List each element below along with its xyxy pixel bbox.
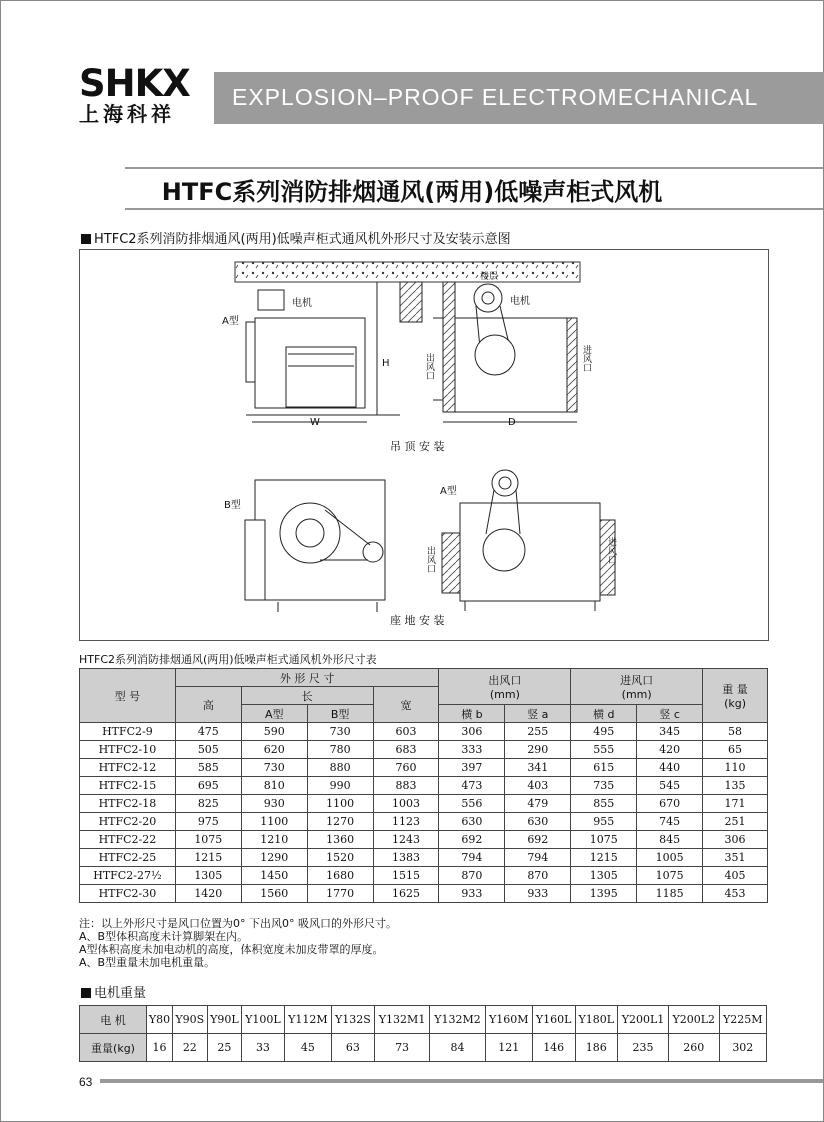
motor-weight-cell: 25 — [207, 1034, 241, 1062]
value-cell: 1450 — [241, 867, 307, 885]
header-type-b: B型 — [307, 705, 373, 723]
value-cell: 1420 — [175, 885, 241, 903]
diagram-section-title: HTFC2系列消防排烟通风(两用)低噪声柜式通风机外形尺寸及安装示意图 — [81, 228, 511, 247]
value-cell: 397 — [439, 759, 505, 777]
value-cell: 1383 — [373, 849, 439, 867]
table-row — [80, 867, 768, 885]
value-cell: 955 — [571, 813, 637, 831]
notes — [79, 917, 397, 969]
value-cell: 1520 — [307, 849, 373, 867]
header-d: 横 d — [571, 705, 637, 723]
value-cell: 1210 — [241, 831, 307, 849]
motor-weight-cell: 186 — [575, 1034, 618, 1062]
header-inlet: 进风口 (mm) — [571, 669, 703, 705]
page-number: 63 — [79, 1075, 93, 1089]
header-banner — [214, 72, 824, 124]
value-cell: 290 — [505, 741, 571, 759]
label-outlet-bottom: 出风口 — [425, 546, 435, 573]
value-cell: 351 — [703, 849, 768, 867]
logo-cn: 上海科祥 — [79, 102, 175, 126]
motor-weight-cell: 121 — [485, 1034, 532, 1062]
label-h: H — [382, 358, 390, 369]
motor-model-cell: Y112M — [284, 1006, 331, 1034]
motor-model-cell: Y225M — [719, 1006, 766, 1034]
value-cell: 794 — [505, 849, 571, 867]
value-cell: 975 — [175, 813, 241, 831]
label-motor-right: 电机 — [510, 296, 530, 307]
value-cell: 1770 — [307, 885, 373, 903]
motor-model-cell: Y180L — [575, 1006, 618, 1034]
value-cell: 555 — [571, 741, 637, 759]
table-row — [80, 795, 768, 813]
motor-section-title: 电机重量 — [81, 982, 146, 1001]
table-row — [80, 723, 768, 741]
value-cell: 880 — [307, 759, 373, 777]
value-cell: 630 — [439, 813, 505, 831]
label-floor-slab: 楼层 — [480, 272, 499, 282]
value-cell: 505 — [175, 741, 241, 759]
value-cell: 333 — [439, 741, 505, 759]
value-cell: 603 — [373, 723, 439, 741]
model-cell: HTFC2-10 — [80, 741, 176, 759]
motor-weight-cell: 63 — [331, 1034, 374, 1062]
note-2: A、B型体积高度未计算脚架在内。 — [79, 930, 249, 943]
motor-weight-cell: 73 — [374, 1034, 429, 1062]
value-cell: 1243 — [373, 831, 439, 849]
value-cell: 65 — [703, 741, 768, 759]
motor-model-cell: Y160L — [532, 1006, 575, 1034]
table-row — [80, 741, 768, 759]
value-cell: 590 — [241, 723, 307, 741]
value-cell: 825 — [175, 795, 241, 813]
table-row — [80, 759, 768, 777]
value-cell: 780 — [307, 741, 373, 759]
label-inlet-top: 进风口 — [581, 345, 591, 372]
table-row — [80, 849, 768, 867]
value-cell: 615 — [571, 759, 637, 777]
label-type-a-top: A型 — [222, 316, 239, 327]
title-rule-top — [125, 167, 823, 169]
value-cell: 870 — [439, 867, 505, 885]
value-cell: 1215 — [175, 849, 241, 867]
label-motor-left: 电机 — [292, 298, 312, 309]
value-cell: 1305 — [571, 867, 637, 885]
value-cell: 745 — [637, 813, 703, 831]
footer-rule — [100, 1079, 823, 1083]
motor-model-cell: Y90S — [172, 1006, 207, 1034]
value-cell: 556 — [439, 795, 505, 813]
value-cell: 695 — [175, 777, 241, 795]
label-outlet-top: 出风口 — [424, 353, 434, 380]
value-cell: 670 — [637, 795, 703, 813]
label-type-a-bottom: A型 — [440, 486, 457, 497]
value-cell: 405 — [703, 867, 768, 885]
value-cell: 1625 — [373, 885, 439, 903]
value-cell: 171 — [703, 795, 768, 813]
model-cell: HTFC2-12 — [80, 759, 176, 777]
value-cell: 255 — [505, 723, 571, 741]
value-cell: 760 — [373, 759, 439, 777]
value-cell: 1075 — [175, 831, 241, 849]
model-cell: HTFC2-15 — [80, 777, 176, 795]
header-b: 横 b — [439, 705, 505, 723]
label-type-b: B型 — [224, 500, 241, 511]
motor-model-cell: Y100L — [242, 1006, 285, 1034]
title-rule-bottom — [125, 208, 823, 210]
value-cell: 810 — [241, 777, 307, 795]
value-cell: 1005 — [637, 849, 703, 867]
logo-en: SHKX — [79, 62, 190, 105]
motor-weight-cell: 45 — [284, 1034, 331, 1062]
value-cell: 1360 — [307, 831, 373, 849]
installation-diagram — [79, 249, 769, 641]
header-model: 型 号 — [80, 669, 176, 723]
value-cell: 585 — [175, 759, 241, 777]
motor-model-cell: Y200L2 — [668, 1006, 719, 1034]
value-cell: 251 — [703, 813, 768, 831]
caption-floor-install: 座 地 安 装 — [390, 614, 445, 627]
header-c: 竖 c — [637, 705, 703, 723]
motor-weight-cell: 33 — [242, 1034, 285, 1062]
value-cell: 545 — [637, 777, 703, 795]
table-caption: HTFC2系列消防排烟通风(两用)低噪声柜式通风机外形尺寸表 — [79, 653, 377, 666]
motor-weight-cell: 22 — [172, 1034, 207, 1062]
note-1: 注：以上外形尺寸是风口位置为0° 下出风0° 吸风口的外形尺寸。 — [79, 917, 397, 930]
dimensions-table — [79, 668, 768, 903]
value-cell: 620 — [241, 741, 307, 759]
motor-model-cell: Y132M2 — [430, 1006, 485, 1034]
label-d: D — [508, 417, 516, 428]
value-cell: 1123 — [373, 813, 439, 831]
header-type-a: A型 — [241, 705, 307, 723]
value-cell: 883 — [373, 777, 439, 795]
value-cell: 475 — [175, 723, 241, 741]
header-outer: 外 形 尺 寸 — [175, 669, 439, 687]
value-cell: 135 — [703, 777, 768, 795]
value-cell: 1290 — [241, 849, 307, 867]
value-cell: 306 — [703, 831, 768, 849]
value-cell: 855 — [571, 795, 637, 813]
model-cell: HTFC2-30 — [80, 885, 176, 903]
value-cell: 692 — [505, 831, 571, 849]
value-cell: 1185 — [637, 885, 703, 903]
model-cell: HTFC2-25 — [80, 849, 176, 867]
motor-weight-cell: 260 — [668, 1034, 719, 1062]
value-cell: 453 — [703, 885, 768, 903]
table-row — [80, 885, 768, 903]
value-cell: 692 — [439, 831, 505, 849]
model-cell: HTFC2-27½ — [80, 867, 176, 885]
note-3: A型体积高度未加电动机的高度，体积宽度未加皮带罩的厚度。 — [79, 943, 384, 956]
value-cell: 110 — [703, 759, 768, 777]
value-cell: 930 — [241, 795, 307, 813]
value-cell: 933 — [439, 885, 505, 903]
value-cell: 495 — [571, 723, 637, 741]
value-cell: 845 — [637, 831, 703, 849]
model-cell: HTFC2-9 — [80, 723, 176, 741]
motor-models-row — [80, 1006, 767, 1034]
model-cell: HTFC2-22 — [80, 831, 176, 849]
value-cell: 1075 — [571, 831, 637, 849]
value-cell: 479 — [505, 795, 571, 813]
value-cell: 990 — [307, 777, 373, 795]
value-cell: 730 — [307, 723, 373, 741]
motor-model-cell: Y90L — [207, 1006, 241, 1034]
motor-weight-cell: 235 — [618, 1034, 669, 1062]
motor-weight-cell: 16 — [147, 1034, 173, 1062]
value-cell: 341 — [505, 759, 571, 777]
table-row — [80, 813, 768, 831]
motor-model-cell: Y80 — [147, 1006, 173, 1034]
header-length: 长 — [241, 687, 373, 705]
value-cell: 1100 — [307, 795, 373, 813]
brand-logo — [79, 62, 190, 126]
model-cell: HTFC2-20 — [80, 813, 176, 831]
value-cell: 1680 — [307, 867, 373, 885]
motor-weight-table — [79, 1005, 767, 1062]
header-weight: 重 量 (kg) — [703, 669, 768, 723]
page-title: HTFC系列消防排烟通风(两用)低噪声柜式风机 — [161, 178, 663, 206]
value-cell: 1560 — [241, 885, 307, 903]
value-cell: 1305 — [175, 867, 241, 885]
value-cell: 1215 — [571, 849, 637, 867]
motor-label: 电 机 — [80, 1006, 147, 1034]
value-cell: 440 — [637, 759, 703, 777]
table-row — [80, 831, 768, 849]
value-cell: 933 — [505, 885, 571, 903]
value-cell: 630 — [505, 813, 571, 831]
motor-weight-cell: 84 — [430, 1034, 485, 1062]
header-outlet: 出风口 (mm) — [439, 669, 571, 705]
value-cell: 870 — [505, 867, 571, 885]
motor-model-cell: Y132M1 — [374, 1006, 429, 1034]
motor-model-cell: Y200L1 — [618, 1006, 669, 1034]
motor-weight-cell: 146 — [532, 1034, 575, 1062]
header-height: 高 — [175, 687, 241, 723]
value-cell: 1270 — [307, 813, 373, 831]
header-width: 宽 — [373, 687, 439, 723]
note-4: A、B型重量未加电机重量。 — [79, 956, 216, 969]
motor-model-cell: Y132S — [331, 1006, 374, 1034]
value-cell: 473 — [439, 777, 505, 795]
banner-text: EXPLOSION–PROOF ELECTROMECHANICAL — [232, 84, 759, 110]
value-cell: 1395 — [571, 885, 637, 903]
value-cell: 794 — [439, 849, 505, 867]
value-cell: 58 — [703, 723, 768, 741]
model-cell: HTFC2-18 — [80, 795, 176, 813]
label-inlet-bottom: 进风口 — [606, 537, 616, 564]
value-cell: 403 — [505, 777, 571, 795]
value-cell: 1100 — [241, 813, 307, 831]
value-cell: 345 — [637, 723, 703, 741]
value-cell: 306 — [439, 723, 505, 741]
value-cell: 1003 — [373, 795, 439, 813]
label-w: W — [310, 417, 320, 428]
caption-ceiling-install: 吊 顶 安 装 — [390, 440, 445, 453]
value-cell: 735 — [571, 777, 637, 795]
motor-model-cell: Y160M — [485, 1006, 532, 1034]
weight-label: 重量(kg) — [80, 1034, 147, 1062]
motor-weights-row — [80, 1034, 767, 1062]
value-cell: 683 — [373, 741, 439, 759]
value-cell: 420 — [637, 741, 703, 759]
table-row — [80, 777, 768, 795]
value-cell: 1515 — [373, 867, 439, 885]
header-a: 竖 a — [505, 705, 571, 723]
value-cell: 1075 — [637, 867, 703, 885]
motor-weight-cell: 302 — [719, 1034, 766, 1062]
dimensions-body — [80, 723, 768, 903]
value-cell: 730 — [241, 759, 307, 777]
